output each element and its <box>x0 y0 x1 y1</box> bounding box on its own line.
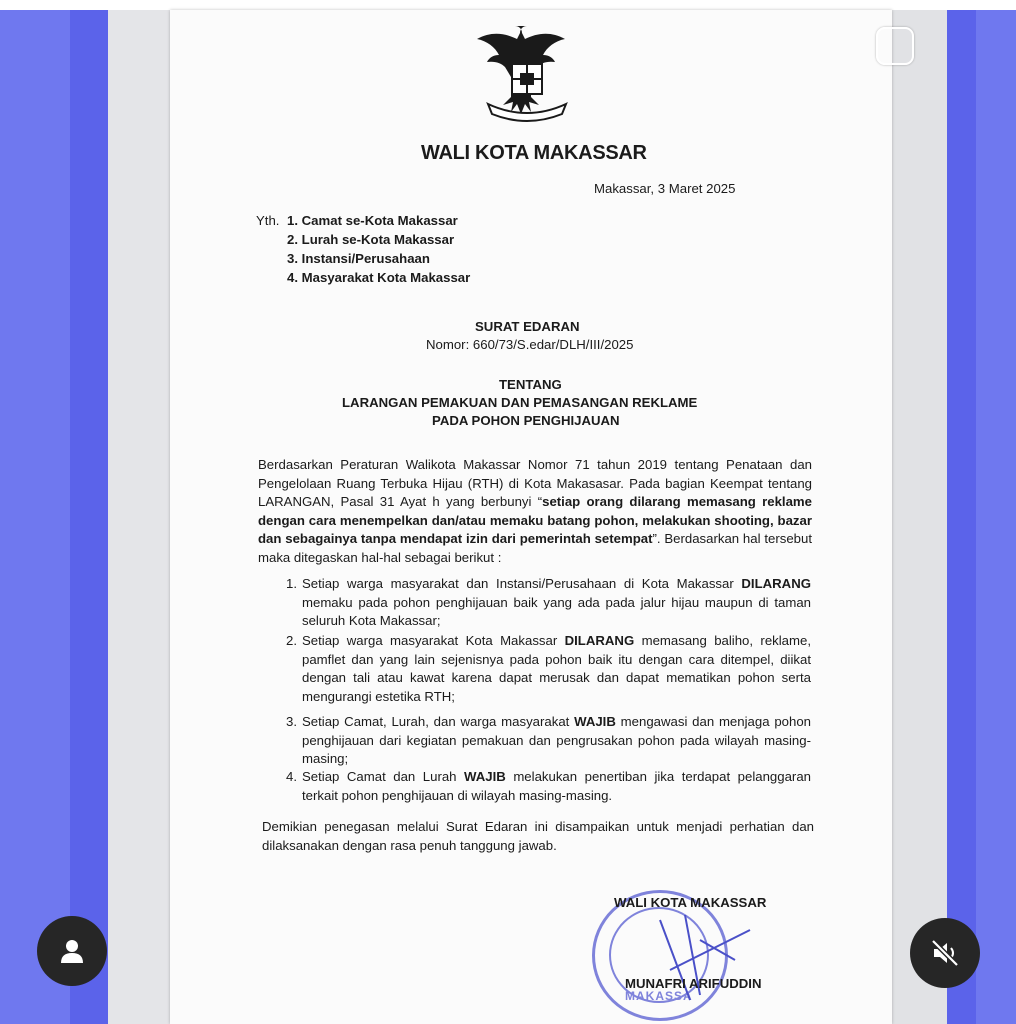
user-icon <box>56 935 88 967</box>
right-gray-margin <box>892 10 947 1024</box>
list-item <box>286 713 811 769</box>
item-number: 1. <box>286 576 297 591</box>
item-text-pre: Setiap warga masyarakat Kota Makassar <box>302 633 565 648</box>
yth-label: Yth. <box>256 213 280 228</box>
document-type: SURAT EDARAN <box>475 319 580 334</box>
right-blue-border-inner <box>976 10 1016 1024</box>
about-label: TENTANG <box>499 377 562 392</box>
left-gray-margin <box>108 10 170 1024</box>
signer-title: WALI KOTA MAKASSAR <box>614 895 767 910</box>
recipient-3: 3. Instansi/Perusahaan <box>287 251 430 266</box>
item-number: 4. <box>286 769 297 784</box>
list-item <box>286 575 811 631</box>
signer-name: MUNAFRI ARIFUDDIN <box>625 976 762 991</box>
recipient-2: 2. Lurah se-Kota Makassar <box>287 232 455 247</box>
place-date: Makassar, 3 Maret 2025 <box>594 181 736 196</box>
stamp-text: MAKASSA <box>625 989 693 1003</box>
profile-button[interactable] <box>37 916 107 986</box>
left-blue-border-inner <box>0 10 70 1024</box>
subject-line-1: LARANGAN PEMAKUAN DAN PEMASANGAN REKLAME <box>342 395 698 410</box>
list-item <box>286 768 811 805</box>
item-text-post: memaku pada pohon penghijauan baik yang ada pada jalur hijau maupun di taman seluruh Kota Makassar; <box>302 594 811 628</box>
item-text-pre: Setiap Camat, Lurah, dan warga masyarakat <box>302 714 575 729</box>
signature-scribble <box>640 900 760 1010</box>
item-text-post: melakukan penertiban jika terdapat pelanggaran terkait pohon penghijauan di wilayah masing-masing. <box>302 769 811 803</box>
item-text-bold: DILARANG <box>564 633 635 648</box>
square-outline-icon[interactable] <box>876 27 914 65</box>
intro-text-2: ”. Berdasarkan hal tersebut maka ditegaskan hal-hal sebagai berikut : <box>258 531 812 565</box>
intro-text-1: Berdasarkan Peraturan Walikota Makassar Nomor 71 tahun 2019 tentang Penataan dan Pengelolaan Ruang Terbuka Hijau (RTH) di Kota Makasasar. Pada bagian Keempat tentang LARANGAN, Pasal 31 Ayat h yang berbunyi “ <box>258 457 812 509</box>
subject-line-2: PADA POHON PENGHIJAUAN <box>432 413 620 428</box>
garuda-emblem-icon <box>474 20 580 126</box>
item-text-post: memasang baliho, reklame, pamflet dan yang lain sejenisnya pada pohon baik itu dengan cara ditempel, diikat dengan tali atau kawat karena dapat merusak dan dapat mematikan pohon serta mengurangi estetika RTH; <box>302 633 811 704</box>
document-number: Nomor: 660/73/S.edar/DLH/III/2025 <box>426 337 634 352</box>
item-text-bold: WAJIB <box>464 769 506 784</box>
letter-heading: WALI KOTA MAKASSAR <box>421 142 647 164</box>
intro-quote: setiap orang dilarang memasang reklame dengan cara menempelkan dan/atau memaku batang pohon, melakukan shooting, bazar dan sebagainya tanpa mendapat izin dari pemerintah setempat <box>258 494 812 546</box>
item-text-post: mengawasi dan menjaga pohon penghijauan dari kegiatan pemakuan dan pengrusakan pohon pada wilayah masing-masing; <box>302 714 811 766</box>
item-text-pre: Setiap Camat dan Lurah <box>302 769 465 784</box>
recipient-1: 1. Camat se-Kota Makassar <box>287 213 458 228</box>
intro-paragraph <box>258 456 812 567</box>
mute-button[interactable] <box>910 918 980 988</box>
item-text-bold: WAJIB <box>574 714 616 729</box>
list-item <box>286 632 811 706</box>
recipient-4: 4. Masyarakat Kota Makassar <box>287 270 471 285</box>
item-number: 2. <box>286 633 297 648</box>
item-text-bold: DILARANG <box>741 576 811 591</box>
speaker-muted-icon <box>928 936 962 970</box>
item-text-pre: Setiap warga masyarakat dan Instansi/Perusahaan di Kota Makassar <box>302 576 742 591</box>
closing-paragraph: Demikian penegasan melalui Surat Edaran ini disampaikan untuk menjadi perhatian dan dilaksanakan dengan rasa penuh tanggung jawab. <box>262 819 814 853</box>
item-number: 3. <box>286 714 297 729</box>
